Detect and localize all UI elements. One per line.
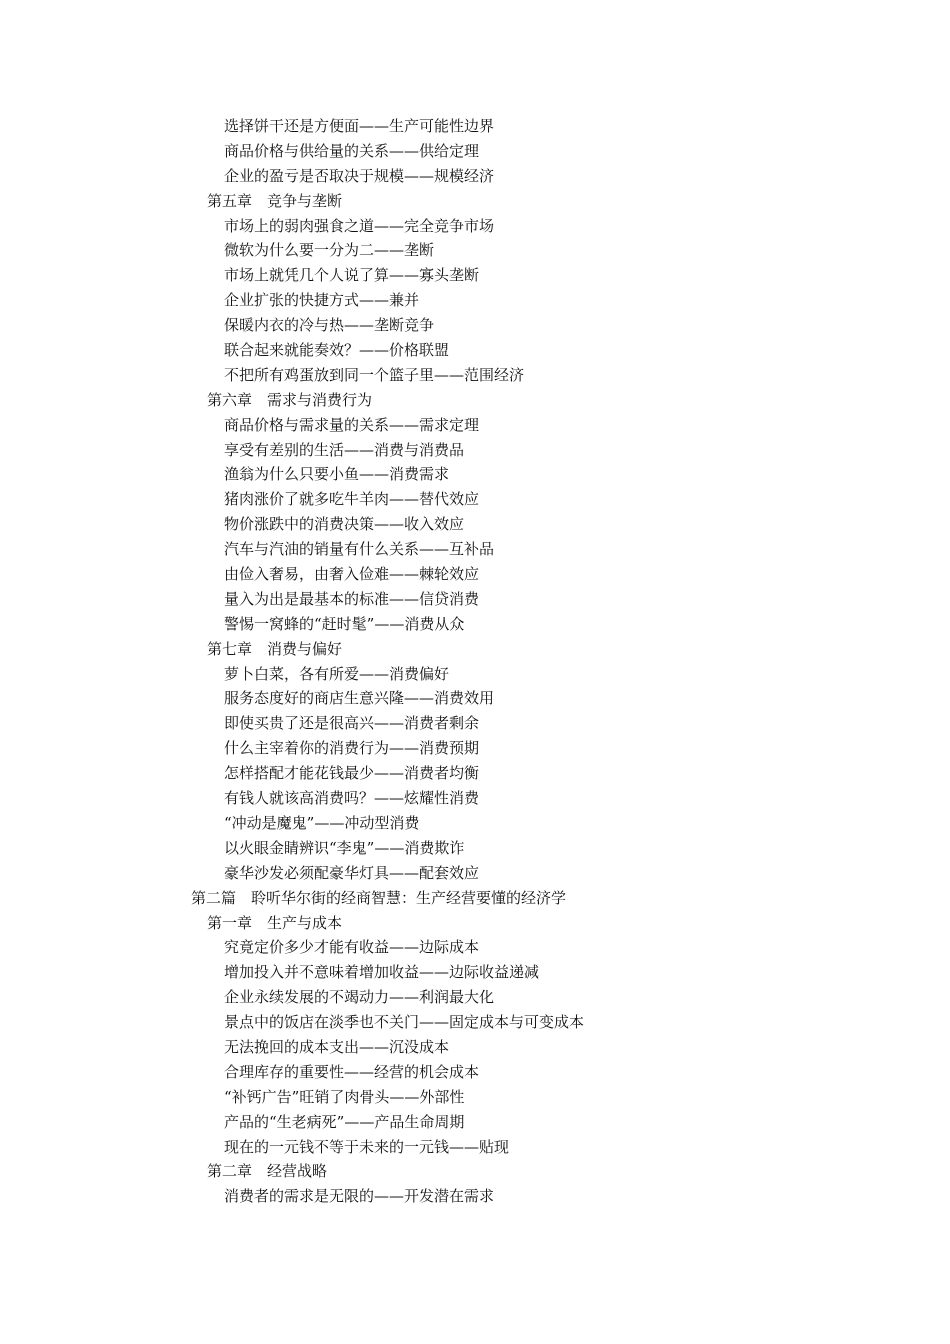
toc-section-entry: 什么主宰着你的消费行为——消费预期 [224,739,480,758]
toc-section-entry: 保暖内衣的冷与热——垄断竞争 [224,316,435,335]
toc-section-entry: 汽车与汽油的销量有什么关系——互补品 [224,540,495,559]
toc-section-entry: 服务态度好的商店生意兴隆——消费效用 [224,689,495,708]
toc-section-entry: 警惕一窝蜂的“赶时髦”——消费从众 [224,614,465,633]
toc-section-entry: “补钙广告”旺销了肉骨头——外部性 [224,1087,465,1106]
toc-section-entry: 消费者的需求是无限的——开发潜在需求 [224,1187,495,1206]
toc-section-entry: 合理库存的重要性——经营的机会成本 [224,1062,480,1081]
toc-section-entry: 猪肉涨价了就多吃牛羊肉——替代效应 [224,490,480,509]
toc-section-entry: 物价涨跌中的消费决策——收入效应 [224,515,465,534]
toc-section-entry: “冲动是魔鬼”——冲动型消费 [224,813,420,832]
toc-section-entry: 市场上的弱肉强食之道——完全竞争市场 [224,216,495,235]
toc-section-entry: 豪华沙发必须配豪华灯具——配套效应 [224,863,480,882]
toc-section-entry: 商品价格与供给量的关系——供给定理 [224,141,480,160]
toc-section-entry: 即使买贵了还是很高兴——消费者剩余 [224,714,480,733]
table-of-contents [0,114,950,1209]
toc-section-entry: 有钱人就该高消费吗？——炫耀性消费 [224,789,480,808]
toc-section-entry: 由俭入奢易，由奢入俭难——棘轮效应 [224,565,480,584]
toc-section-entry: 联合起来就能奏效？——价格联盟 [224,341,450,360]
toc-section-entry: 选择饼干还是方便面——生产可能性边界 [224,117,495,135]
toc-section-entry: 增加投入并不意味着增加收益——边际收益递减 [224,963,540,982]
toc-section-entry: 无法挽回的成本支出——沉没成本 [224,1037,450,1056]
toc-section-entry: 现在的一元钱不等于未来的一元钱——贴现 [224,1137,510,1156]
toc-chapter-entry: 第二章 经营战略 [207,1162,328,1181]
toc-chapter-entry: 第一章 生产与成本 [207,913,343,932]
toc-section-entry: 企业扩张的快捷方式——兼并 [224,291,420,310]
toc-section-entry: 企业永续发展的不竭动力——利润最大化 [224,988,495,1007]
toc-chapter-entry: 第六章 需求与消费行为 [207,390,373,409]
toc-section-entry: 产品的“生老病死”——产品生命周期 [224,1112,465,1131]
toc-section-entry: 微软为什么要一分为二——垄断 [224,241,435,260]
toc-chapter-entry: 第五章 竞争与垄断 [207,191,343,210]
toc-section-entry: 享受有差别的生活——消费与消费品 [224,440,465,459]
toc-section-entry: 怎样搭配才能花钱最少——消费者均衡 [224,764,480,783]
toc-section-entry: 不把所有鸡蛋放到同一个篮子里——范围经济 [224,365,525,384]
toc-section-entry: 渔翁为什么只要小鱼——消费需求 [224,465,450,484]
toc-section-entry: 市场上就凭几个人说了算——寡头垄断 [224,266,480,285]
toc-section-entry: 企业的盈亏是否取决于规模——规模经济 [224,166,495,185]
toc-section-entry: 萝卜白菜，各有所爱——消费偏好 [224,664,450,683]
toc-section-entry: 量入为出是最基本的标准——信贷消费 [224,589,480,608]
toc-section-entry: 景点中的饭店在淡季也不关门——固定成本与可变成本 [224,1013,585,1032]
toc-section-entry: 商品价格与需求量的关系——需求定理 [224,415,480,434]
toc-section-entry: 究竟定价多少才能有收益——边际成本 [224,938,480,957]
toc-chapter-entry: 第七章 消费与偏好 [207,639,343,658]
toc-section-entry: 以火眼金睛辨识“李鬼”——消费欺诈 [224,838,465,857]
toc-part-entry: 第二篇 聆听华尔街的经商智慧：生产经营要懂的经济学 [191,888,567,907]
